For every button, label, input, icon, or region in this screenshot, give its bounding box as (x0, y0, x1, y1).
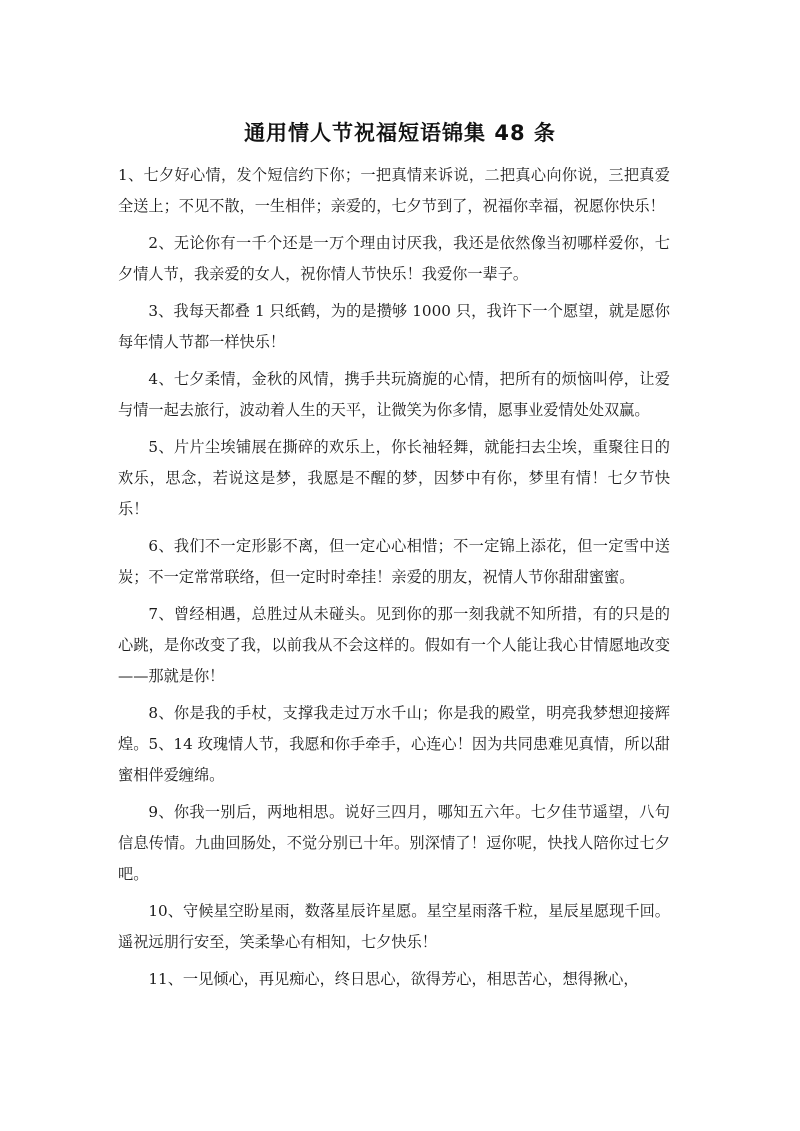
paragraph-11: 11、一见倾心，再见痴心，终日思心，欲得芳心，相思苦心，想得揪心， (148, 970, 639, 988)
paragraph-5: 5、片片尘埃铺展在撕碎的欢乐上，你长袖轻舞，就能扫去尘埃，重聚往日的欢乐，思念，若说这是梦，我愿是不醒的梦，因梦中有你，梦里有情！七夕节快乐！ (118, 438, 670, 518)
paragraph-1: 1、七夕好心情，发个短信约下你；一把真情来诉说，二把真心向你说，三把真爱全送上；不见不散，一生相伴；亲爱的，七夕节到了，祝福你幸福，祝愿你快乐！ (118, 166, 670, 215)
paragraph-9: 9、你我一别后，两地相思。说好三四月，哪知五六年。七夕佳节遥望，八句信息传情。九曲回肠处，不觉分别已十年。别深情了！逗你呢，快找人陪你过七夕吧。 (118, 803, 670, 883)
paragraph-2: 2、无论你有一千个还是一万个理由讨厌我，我还是依然像当初哪样爱你，七夕情人节，我亲爱的女人，祝你情人节快乐！我爱你一辈子。 (118, 234, 670, 283)
paragraph-8: 8、你是我的手杖，支撑我走过万水千山；你是我的殿堂，明亮我梦想迎接辉煌。5、14 玫瑰情人节，我愿和你手牵手，心连心！因为共同患难见真情，所以甜蜜相伴爱缠绵。 (118, 704, 670, 784)
paragraph-6: 6、我们不一定形影不离，但一定心心相惜；不一定锦上添花，但一定雪中送炭；不一定常常联络，但一定时时牵挂！亲爱的朋友，祝情人节你甜甜蜜蜜。 (118, 537, 670, 586)
paragraph-3: 3、我每天都叠 1 只纸鹤，为的是攒够 1000 只，我许下一个愿望，就是愿你每年情人节都一样快乐！ (118, 302, 670, 351)
paragraph-10: 10、守候星空盼星雨，数落星辰许星愿。星空星雨落千粒，星辰星愿现千回。遥祝远朋行安至，笑柔挚心有相知，七夕快乐！ (118, 902, 670, 951)
document-body (118, 160, 670, 1001)
paragraph-7: 7、曾经相遇，总胜过从未碰头。见到你的那一刻我就不知所措，有的只是的心跳，是你改变了我，以前我从不会这样的。假如有一个人能让我心甘情愿地改变——那就是你！ (118, 605, 670, 685)
paragraph-4: 4、七夕柔情，金秋的风情，携手共玩旖旎的心情，把所有的烦恼叫停，让爱与情一起去旅行，波动着人生的天平，让微笑为你多情，愿事业爱情处处双赢。 (118, 370, 670, 419)
document-title: 通用情人节祝福短语锦集 48 条 (244, 121, 556, 145)
